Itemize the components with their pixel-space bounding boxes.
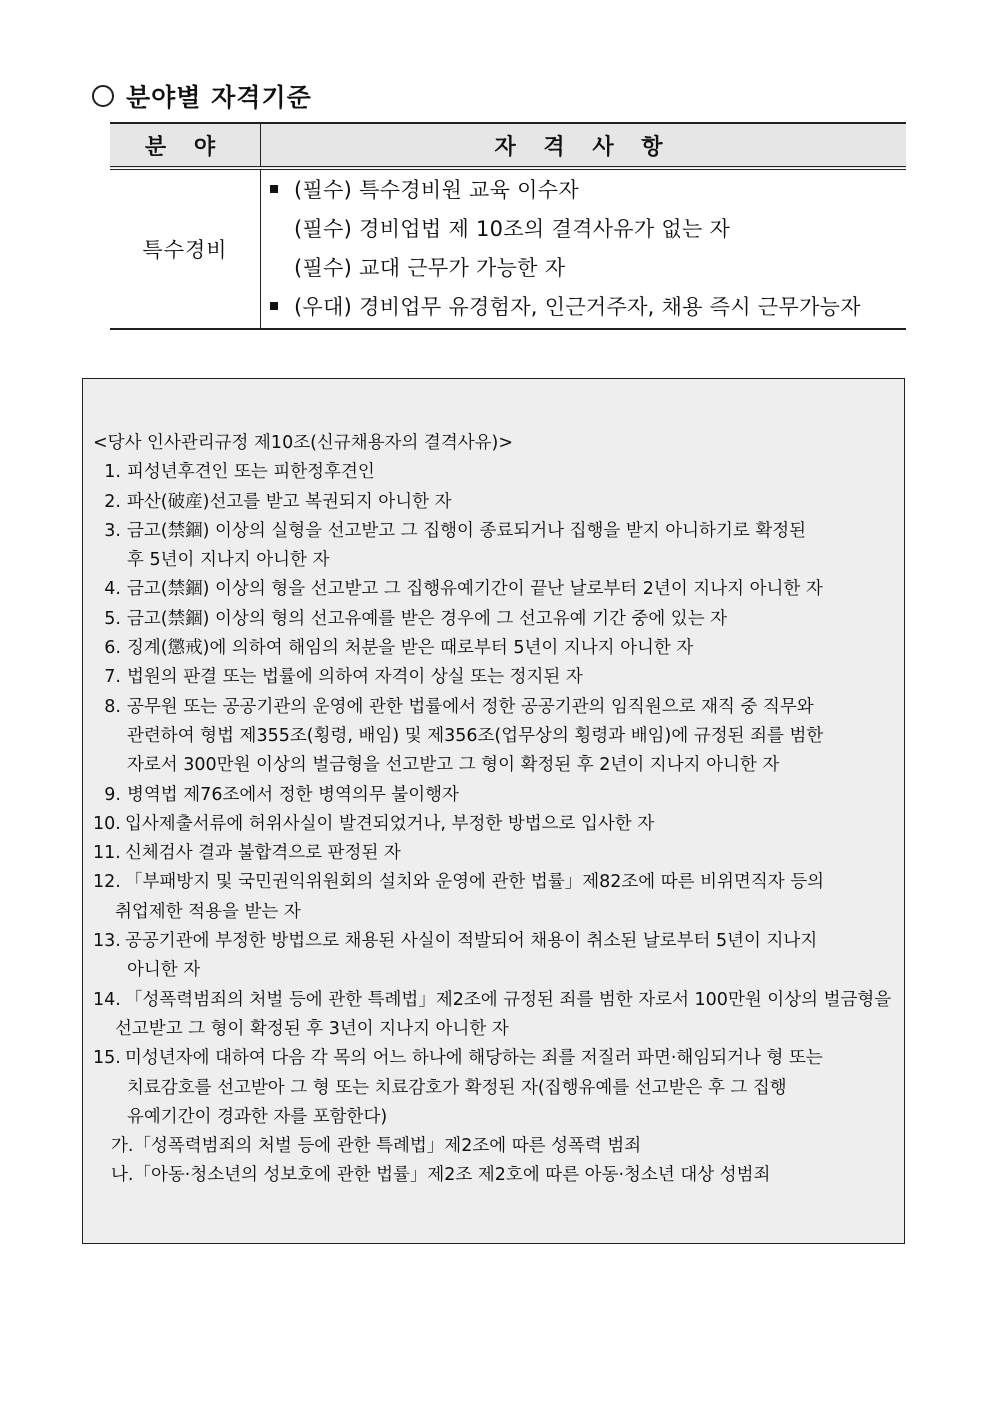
qualification-item (262, 288, 905, 327)
rule-number: 3. (104, 520, 121, 541)
disqualification-rules-box (82, 378, 905, 1244)
rule-number: 11. (93, 843, 121, 864)
rule-item-line (93, 1044, 896, 1073)
table-row (110, 168, 906, 329)
rule-text: 금고(禁錮) 이상의 실형을 선고받고 그 집행이 종료되거나 집행을 받지 아니하기로 확정된 (127, 520, 807, 541)
rule-number: 6. (104, 638, 121, 659)
section-title-text: 분야별 자격기준 (126, 83, 312, 112)
square-bullet-icon (270, 185, 278, 193)
rule-item-line (93, 898, 896, 927)
rule-number (93, 956, 127, 985)
rule-number: 7. (104, 667, 121, 688)
rules-subitem: 나.「아동·청소년의 성보호에 관한 법률」제2조 제2호에 따른 아동·청소년 대상 성범죄 (111, 1165, 771, 1186)
rule-text: 금고(禁錮) 이상의 형을 선고받고 그 집행유예기간이 끝난 날로부터 2년이 지나지 아니한 자 (127, 579, 823, 600)
rule-item-line (93, 1015, 896, 1044)
rule-text: 공공기관에 부정한 방법으로 채용된 사실이 적발되어 채용이 취소된 날로부터 5년이 지나지 (125, 931, 818, 952)
rule-number: 2. (104, 491, 121, 512)
rule-item-line (93, 458, 896, 487)
rule-text: 후 5년이 지나지 아니한 자 (127, 550, 330, 571)
rule-item-line (93, 663, 896, 692)
rule-text: 유예기간이 경과한 자를 포함한다) (127, 1106, 388, 1127)
header-field: 분 야 (110, 123, 261, 168)
rule-item-line (93, 1103, 896, 1132)
rule-number: 15. (93, 1048, 121, 1069)
rule-text: 미성년자에 대하여 다음 각 목의 어느 하나에 해당하는 죄를 저질러 파면·해임되거나 형 또는 (125, 1048, 823, 1069)
rule-item-line (93, 868, 896, 897)
rule-item-line (93, 634, 896, 663)
rule-item-line (93, 575, 896, 604)
criteria-table (110, 122, 906, 330)
rule-item-line (93, 751, 896, 780)
rule-item-line (93, 927, 896, 956)
section-title (92, 78, 312, 114)
rule-text: 자로서 300만원 이상의 벌금형을 선고받고 그 형이 확정된 후 2년이 지나지 아니한 자 (127, 755, 780, 776)
rule-item-line (93, 546, 896, 575)
rule-number (93, 751, 127, 780)
rule-item-line (93, 839, 896, 868)
rule-number (93, 898, 115, 927)
rules-heading: <당사 인사관리규정 제10조(신규채용자의 결격사유)> (93, 433, 514, 453)
rules-list (93, 458, 896, 1132)
qualification-item (262, 171, 905, 210)
rule-text: 법원의 판결 또는 법률에 의하여 자격이 상실 또는 정지된 자 (127, 667, 583, 688)
rule-number: 10. (93, 813, 121, 834)
rule-text: 선고받고 그 형이 확정된 후 3년이 지나지 아니한 자 (115, 1018, 509, 1039)
rule-text: 「성폭력범죄의 처벌 등에 관한 특례법」제2조에 규정된 죄를 범한 자로서 100만원 이상의 벌금형을 (125, 989, 892, 1010)
rule-number: 1. (104, 462, 121, 483)
rule-number: 12. (93, 872, 121, 893)
circle-icon (92, 85, 114, 107)
rule-item-line (93, 986, 896, 1015)
rule-number: 13. (93, 931, 121, 952)
rule-number: 14. (93, 989, 121, 1010)
header-qualifications: 자 격 사 항 (261, 123, 907, 168)
rule-item-line (93, 781, 896, 810)
rule-number (93, 1103, 127, 1132)
rule-text: 피성년후견인 또는 피한정후견인 (127, 462, 375, 483)
field-name: 특수경비 (142, 238, 228, 262)
rule-text: 공무원 또는 공공기관의 운영에 관한 법률에서 정한 공공기관의 임직원으로 재직 중 직무와 (127, 696, 814, 717)
rule-item-line (93, 517, 896, 546)
qualification-cell (261, 168, 907, 329)
rule-text: 파산(破産)선고를 받고 복권되지 아니한 자 (127, 491, 452, 512)
qualification-item (262, 249, 905, 288)
qualification-text: (필수) 경비업법 제 10조의 결격사유가 없는 자 (294, 217, 731, 241)
rule-number: 4. (104, 579, 121, 600)
rule-number (93, 1015, 115, 1044)
table-header-row (110, 123, 906, 168)
rule-number (93, 546, 127, 575)
rules-subitem: 가.「성폭력범죄의 처벌 등에 관한 특례법」제2조에 따른 성폭력 범죄 (111, 1136, 642, 1157)
rule-number: 5. (104, 608, 121, 629)
rule-number (93, 1074, 127, 1103)
qualification-item (262, 210, 905, 249)
rule-number (93, 722, 127, 751)
square-bullet-icon (270, 302, 278, 310)
qualification-text: (필수) 특수경비원 교육 이수자 (294, 178, 579, 202)
rule-text: 「부패방지 및 국민권익위원회의 설치와 운영에 관한 법률」제82조에 따른 비위면직자 등의 (125, 872, 825, 893)
rule-text: 취업제한 적용을 받는 자 (115, 901, 301, 922)
rule-number: 8. (104, 696, 121, 717)
rule-item-line (93, 693, 896, 722)
rule-item-line (93, 810, 896, 839)
qualification-text: (필수) 교대 근무가 가능한 자 (294, 256, 566, 280)
qualification-text: (우대) 경비업무 유경험자, 인근거주자, 채용 즉시 근무가능자 (294, 295, 861, 319)
rule-number: 9. (104, 784, 121, 805)
rule-item-line (93, 722, 896, 751)
rule-text: 징계(懲戒)에 의하여 해임의 처분을 받은 때로부터 5년이 지나지 아니한 자 (127, 638, 694, 659)
rule-text: 병역법 제76조에서 정한 병역의무 불이행자 (127, 784, 459, 805)
rule-item-line (93, 1074, 896, 1103)
rule-text: 금고(禁錮) 이상의 형의 선고유예를 받은 경우에 그 선고유예 기간 중에 있는 자 (127, 608, 728, 629)
rule-item-line (93, 488, 896, 517)
field-cell (110, 168, 261, 329)
rule-item-line (93, 605, 896, 634)
rule-text: 입사제출서류에 허위사실이 발견되었거나, 부정한 방법으로 입사한 자 (125, 813, 655, 834)
rule-text: 관련하여 형법 제355조(횡령, 배임) 및 제356조(업무상의 횡령과 배임)에 규정된 죄를 범한 (127, 725, 824, 746)
rule-item-line (93, 956, 896, 985)
rule-text: 아니한 자 (127, 960, 201, 981)
rule-text: 신체검사 결과 불합격으로 판정된 자 (125, 843, 401, 864)
rule-text: 치료감호를 선고받아 그 형 또는 치료감호가 확정된 자(집행유예를 선고받은 후 그 집행 (127, 1077, 787, 1098)
